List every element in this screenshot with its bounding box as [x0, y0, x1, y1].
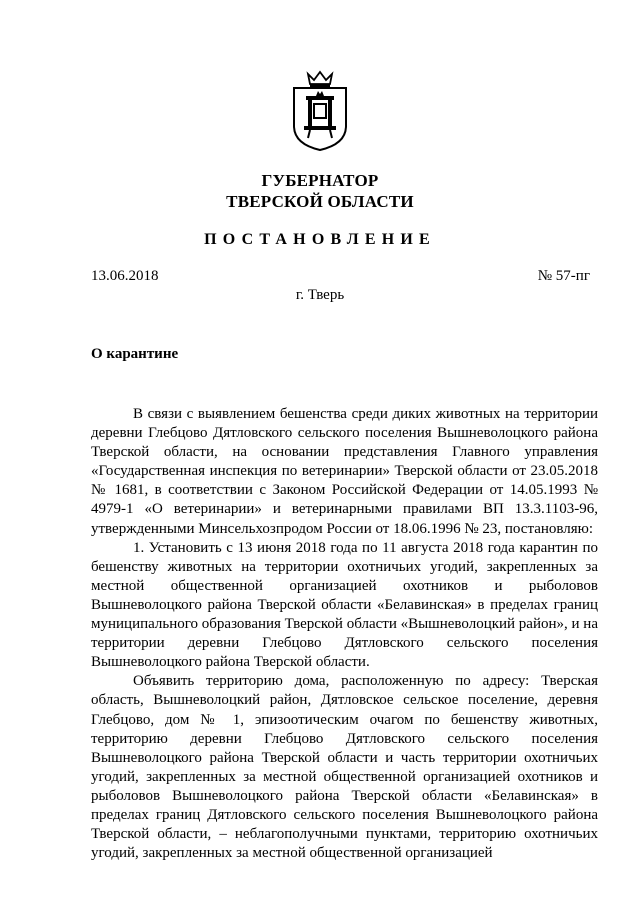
authority-title-line2: ТВЕРСКОЙ ОБЛАСТИ — [226, 192, 414, 211]
coat-of-arms-icon — [288, 70, 352, 152]
body-paragraph-3: Объявить территорию дома, расположенную по адресу: Тверская область, Вышневолоцкий район, Дятловское сельское поселение, деревня Глебцово, дом № 1, эпизоотическим очагом по бешенству животных, территорию деревни Глебцово Дятловского сельского поселения Вышневолоцкого района Тверской области и часть территории охотничьих угодий, закрепленных за местной общественной организацией охотников и рыболовов Вышневолоцкого района Тверской области «Белавинская» в пределах границ Дятловского сельского поселения Вышневолоцкого района Тверской области, – неблагополучными пунктами, территорию охотничьих угодий, закрепленных за местной общественной организацией — [91, 673, 598, 862]
document-city: г. Тверь — [295, 287, 345, 303]
document-body — [91, 405, 598, 863]
document-date: 13.06.2018 — [91, 268, 159, 284]
document-type-title: ПОСТАНОВЛЕНИЕ — [204, 231, 436, 248]
body-paragraph-1: В связи с выявлением бешенства среди диких животных на территории деревни Глебцово Дятловского сельского поселения Вышневолоцкого района Тверской области, на основании представления Главного управления «Государственная инспекция по ветеринарии» Тверской области от 23.05.2018 № 1681, в соответствии с Законом Российской Федерации от 14.05.1993 № 4979-1 «О ветеринарии» и ветеринарными правилами ВП 13.3.1103-96, утвержденными Минсельхозпродом России от 18.06.1996 № 23, постановляю: — [91, 406, 598, 537]
authority-title-line1: ГУБЕРНАТОР — [261, 171, 379, 190]
document-number: № 57-пг — [537, 268, 590, 284]
document-subject: О карантине — [91, 346, 179, 362]
body-paragraph-2: 1. Установить с 13 июня 2018 года по 11 августа 2018 года карантин по бешенству животных на территории охотничьих угодий, закрепленных за местной общественной организацией охотников и рыболовов Вышневолоцкого района Тверской области «Белавинская» в пределах границ муниципального образования Тверской области «Вышневолоцкий район», и на территории деревни Глебцово Дятловского сельского поселения Вышневолоцкого района Тверской области. — [91, 539, 598, 671]
